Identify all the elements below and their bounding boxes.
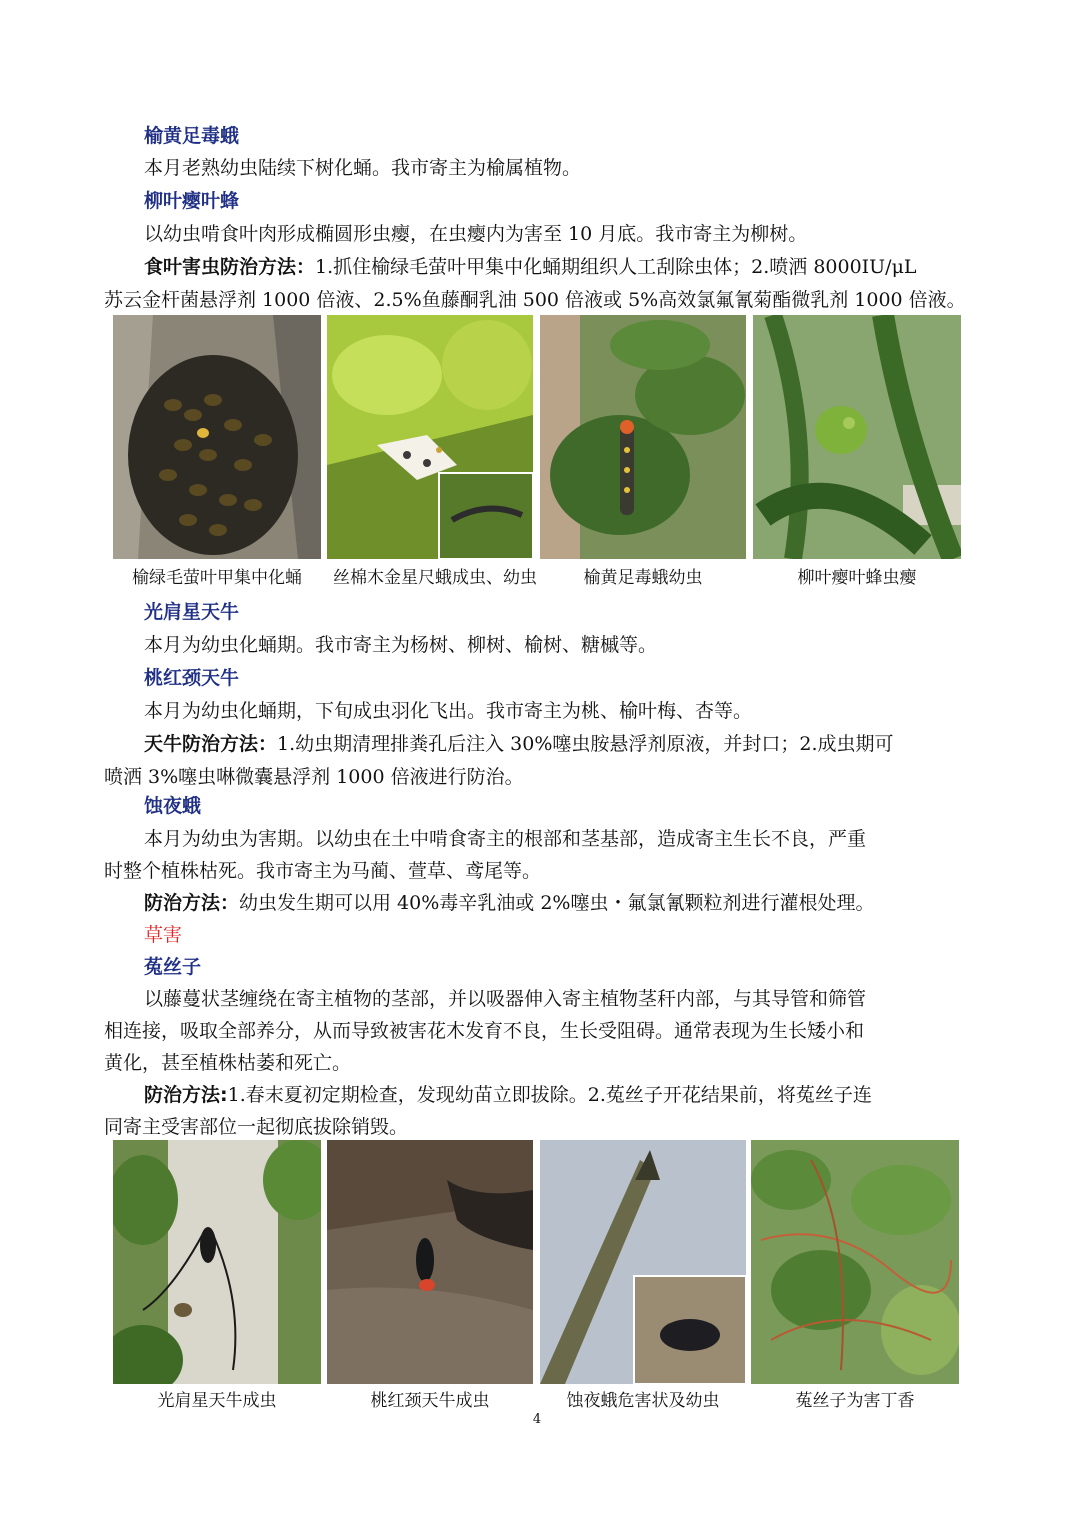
control-text-2b: 喷洒 3%噻虫啉微囊悬浮剂 1000 倍液进行防治。: [104, 766, 524, 788]
control-text-4b: 同寄主受害部位一起彻底拔除销毁。: [104, 1116, 409, 1138]
control-label-1: 食叶害虫防治方法：: [144, 256, 316, 278]
para-tusizi-b: 相连接，吸取全部养分，从而导致被害花木发育不良，生长受阻碍。通常表现为生长矮小和: [104, 1020, 865, 1042]
photo-asian-longhorn-beetle: [113, 1140, 321, 1384]
photo-dodder-on-lilac: [751, 1140, 959, 1384]
photo-moth-adult-larva: [327, 315, 533, 559]
control-label-2: 天牛防治方法：: [144, 733, 278, 755]
control-method-1: [104, 251, 1014, 284]
photo-willow-sawfly-gall: [753, 315, 961, 559]
para-shiye-b: 时整个植株枯死。我市寄主为马蔺、萱草、鸢尾等。: [104, 860, 542, 882]
para-tusizi-a: 以藤蔓状茎缠绕在寄主植物的茎部，并以吸器伸入寄主植物茎秆内部，与其导管和筛管: [144, 988, 867, 1010]
caption-photo-4: 柳叶瘿叶蜂虫瘿: [797, 568, 917, 588]
control-text-4a: 1.春末夏初定期检查，发现幼苗立即拔除。2.菟丝子开花结果前，将菟丝子连: [227, 1084, 872, 1106]
para-yuhuang: 本月老熟幼虫陆续下树化蛹。我市寄主为榆属植物。: [144, 157, 582, 179]
heading-tusizi: 菟丝子: [144, 956, 202, 978]
photo-cutworm-damage-larva: [540, 1140, 746, 1384]
caption-photo-7: 蚀夜蛾危害状及幼虫: [566, 1391, 720, 1411]
control-method-4: [104, 1079, 1014, 1112]
para-liuye: 以幼虫啃食叶肉形成椭圆形虫瘿，在虫瘿内为害至 10 月底。我市寄主为柳树。: [144, 223, 808, 245]
control-label-3: 防治方法：: [144, 892, 240, 914]
caption-photo-5: 光肩星天牛成虫: [157, 1391, 277, 1411]
para-guangjian: 本月为幼虫化蛹期。我市寄主为杨树、柳树、榆树、糖槭等。: [144, 634, 658, 656]
photo-elm-leaf-beetle-pupae: [113, 315, 321, 559]
caption-photo-3: 榆黄足毒蛾幼虫: [583, 568, 703, 588]
photo-tussock-moth-larva: [540, 315, 746, 559]
photo-peach-longhorn-beetle: [327, 1140, 533, 1384]
control-label-4: 防治方法:: [144, 1084, 228, 1106]
para-taohong: 本月为幼虫化蛹期，下旬成虫羽化飞出。我市寄主为桃、榆叶梅、杏等。: [144, 700, 753, 722]
control-text-2a: 1.幼虫期清理排粪孔后注入 30%噻虫胺悬浮剂原液，并封口；2.成虫期可: [277, 733, 894, 755]
control-method-3: [104, 887, 1014, 920]
control-method-2: [104, 728, 1014, 761]
heading-guangjian: 光肩星天牛: [144, 601, 240, 623]
control-text-3: 幼虫发生期可以用 40%毒辛乳油或 2%噻虫・氟氯氰颗粒剂进行灌根处理。: [239, 892, 875, 914]
caption-photo-8: 菟丝子为害丁香: [795, 1391, 915, 1411]
heading-yuhuang: 榆黄足毒蛾: [144, 125, 240, 147]
para-tusizi-c: 黄化，甚至植株枯萎和死亡。: [104, 1052, 352, 1074]
caption-photo-6: 桃红颈天牛成虫: [370, 1391, 490, 1411]
para-shiye-a: 本月为幼虫为害期。以幼虫在土中啃食寄主的根部和茎基部，造成寄主生长不良，严重: [144, 828, 867, 850]
heading-taohong: 桃红颈天牛: [144, 667, 240, 689]
caption-photo-1: 榆绿毛萤叶甲集中化蛹: [132, 568, 302, 588]
caption-photo-2: 丝棉木金星尺蛾成虫、幼虫: [333, 568, 537, 588]
page-number: 4: [532, 1412, 542, 1427]
heading-caohai: 草害: [144, 924, 183, 946]
heading-liuye: 柳叶瘿叶蜂: [144, 190, 240, 212]
control-text-1a: 1.抓住榆绿毛萤叶甲集中化蛹期组织人工刮除虫体；2.喷洒 8000IU/μL: [315, 256, 917, 278]
heading-shiye: 蚀夜蛾: [144, 795, 202, 817]
control-text-1b: 苏云金杆菌悬浮剂 1000 倍液、2.5%鱼藤酮乳油 500 倍液或 5%高效氯氟氰菊酯微乳剂 1000 倍液。: [104, 289, 966, 311]
